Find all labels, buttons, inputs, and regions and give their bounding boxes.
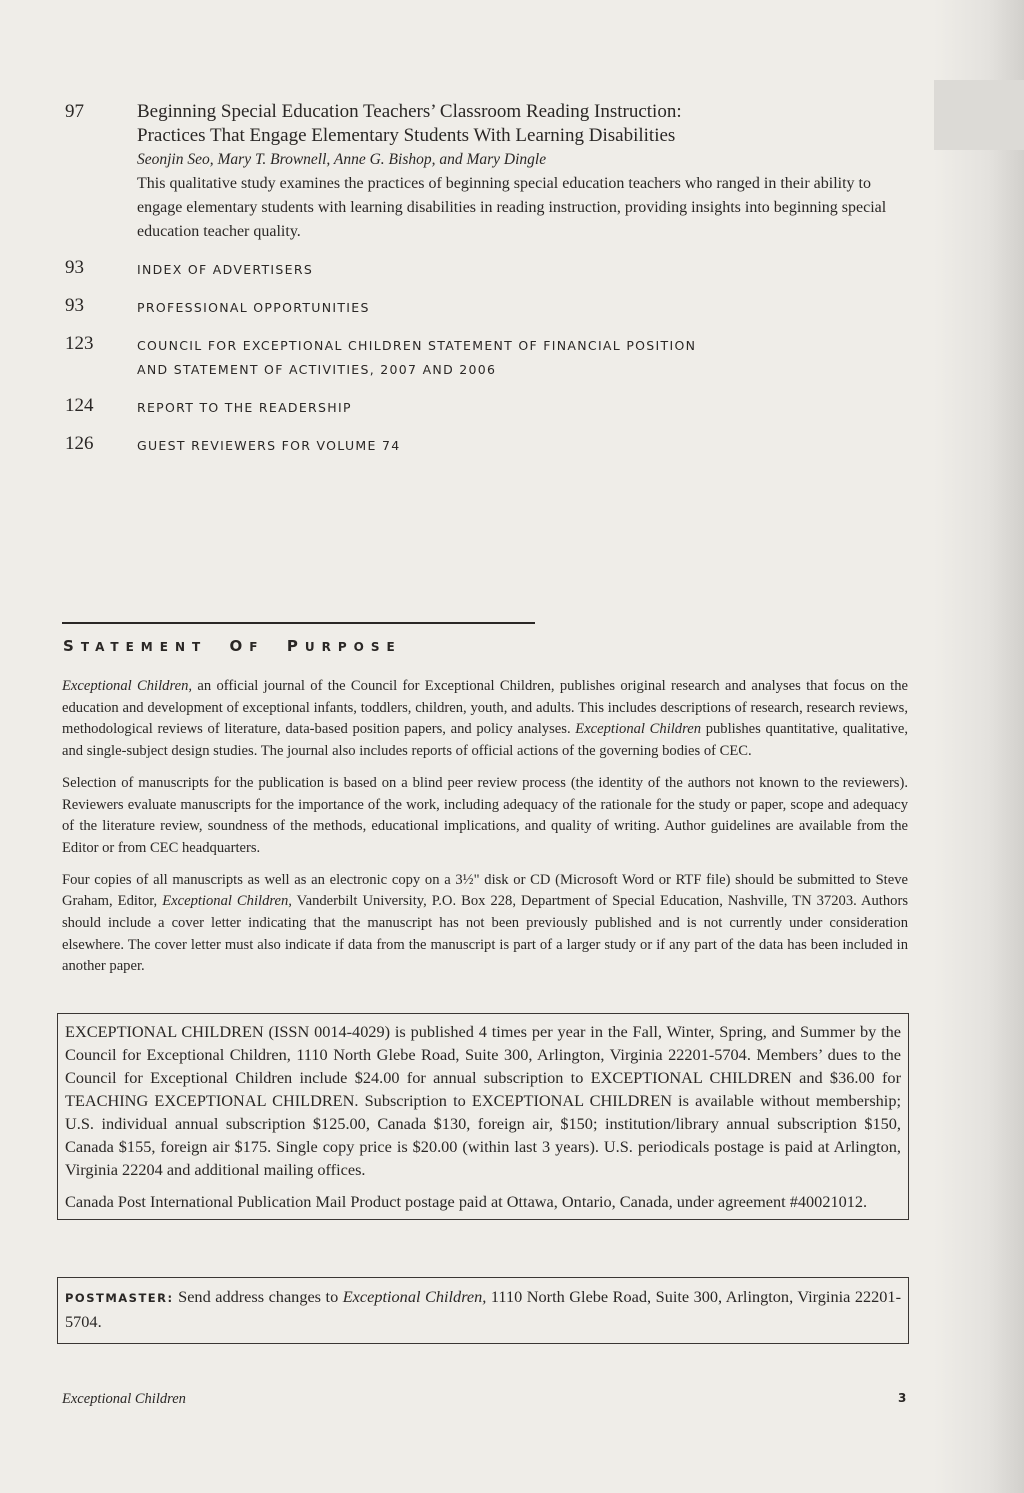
toc-page: 93 bbox=[65, 295, 84, 316]
toc-entry bbox=[65, 100, 905, 244]
toc-entry bbox=[65, 432, 905, 458]
toc-entry bbox=[65, 332, 905, 382]
text: Vanderbilt University, P.O. Box 228, Department of Special Education, Nashville, TN 37203. Authors should include a cover letter indicating that the manuscript has not been previously published and is not currently under consideration elsewhere. The cover letter must also indicate if data from the manuscript is part of a larger study or if any part of the data has been included in another paper. bbox=[62, 893, 908, 975]
toc-entry bbox=[65, 256, 905, 282]
table-of-contents bbox=[65, 100, 905, 470]
toc-label: AND STATEMENT OF ACTIVITIES, 2007 AND 2006 bbox=[137, 362, 497, 377]
text: publishes quantitative, qualitative, and single-subject design studies. The journal also includes reports of official actions of the governing bodies of CEC. bbox=[62, 721, 908, 760]
text: 1110 North Glebe Road, Suite 300, Arlington, Virginia 22201-5704. bbox=[65, 1287, 901, 1331]
postmaster-label: POSTMASTER: bbox=[65, 1291, 174, 1305]
facing-page-tab bbox=[934, 80, 1024, 150]
footer-journal: Exceptional Children bbox=[62, 1391, 186, 1407]
toc-page: 93 bbox=[65, 257, 84, 278]
journal-name: Exceptional Children, bbox=[62, 678, 193, 694]
publication-info-box bbox=[57, 1013, 909, 1220]
article-title-line: Beginning Special Education Teachers’ Classroom Reading Instruction: bbox=[137, 101, 682, 122]
page-number: 3 bbox=[898, 1391, 907, 1405]
postmaster-box bbox=[57, 1277, 909, 1344]
journal-name: Exceptional Children, bbox=[342, 1287, 487, 1306]
toc-page: 123 bbox=[65, 333, 94, 354]
toc-label: REPORT TO THE READERSHIP bbox=[137, 400, 352, 415]
toc-label: PROFESSIONAL OPPORTUNITIES bbox=[137, 300, 370, 315]
text: Four copies of all manuscripts as well as an electronic copy on a 3½" disk or CD (Microsoft Word or RTF file) should be submitted to Steve Graham, Editor, bbox=[62, 871, 908, 910]
section-divider bbox=[62, 622, 535, 624]
article-authors: Seonjin Seo, Mary T. Brownell, Anne G. Bishop, and Mary Dingle bbox=[137, 151, 547, 168]
toc-entry bbox=[65, 294, 905, 320]
text: an official journal of the Council for Exceptional Children, publishes original research and analyses that focus on the education and development of exceptional infants, toddlers, children, youth, and adults. This includes descriptions of research, research reviews, methodological reviews of literature, data-based position papers, and policy analyses. bbox=[62, 678, 909, 738]
paragraph: EXCEPTIONAL CHILDREN (ISSN 0014-4029) is published 4 times per year in the Fall, Winter, Spring, and Summer by the Council for Exceptional Children, 1110 North Glebe Road, Suite 300, Arlington, Virginia 22201-5704. Members’ dues to the Council for Exceptional Children include $24.00 for annual subscription to EXCEPTIONAL CHILDREN and $36.00 for TEACHING EXCEPTIONAL CHILDREN. Subscription to EXCEPTIONAL CHILDREN is available without membership; U.S. individual annual subscription $125.00, Canada $130, foreign air, $150; institution/library annual subscription $150, Canada $155, foreign air $175. Single copy price is $20.00 (within last 3 years). U.S. periodicals postage is paid at Arlington, Virginia 22204 and additional mailing offices. bbox=[65, 1022, 901, 1179]
paragraph bbox=[62, 870, 908, 979]
paragraph: Canada Post International Publication Mail Product postage paid at Ottawa, Ontario, Canada, under agreement #40021012. bbox=[65, 1192, 868, 1211]
statement-heading: STATEMENT OF PURPOSE bbox=[63, 637, 402, 655]
journal-name: Exceptional Children, bbox=[162, 893, 292, 910]
toc-page: 124 bbox=[65, 395, 94, 416]
toc-label: INDEX OF ADVERTISERS bbox=[137, 262, 314, 277]
toc-page: 126 bbox=[65, 433, 94, 454]
journal-name: Exceptional Children bbox=[575, 721, 702, 738]
toc-entry bbox=[65, 394, 905, 420]
article-title-line: Practices That Engage Elementary Students With Learning Disabilities bbox=[137, 125, 676, 146]
page-edge-shadow bbox=[934, 0, 1024, 1493]
toc-label: GUEST REVIEWERS FOR VOLUME 74 bbox=[137, 438, 401, 453]
statement-body bbox=[62, 676, 908, 988]
paragraph: Selection of manuscripts for the publication is based on a blind peer review process (the identity of the authors not known to the reviewers). Reviewers evaluate manuscripts for the importance of the work, including adequacy of the rationale for the study or paper, scope and adequacy of the literature review, soundness of the methods, educational implications, and quality of writing. Author guidelines are available from the Editor or from CEC headquarters. bbox=[62, 774, 908, 856]
toc-label: COUNCIL FOR EXCEPTIONAL CHILDREN STATEMENT OF FINANCIAL POSITION bbox=[137, 338, 697, 353]
article-abstract: This qualitative study examines the practices of beginning special education teachers who ranged in their ability to engage elementary students with learning disabilities in reading instruction, providing insights into beginning special education teacher quality. bbox=[137, 175, 887, 240]
paragraph bbox=[62, 676, 908, 763]
toc-page: 97 bbox=[65, 101, 84, 122]
text: Send address changes to bbox=[173, 1287, 343, 1306]
